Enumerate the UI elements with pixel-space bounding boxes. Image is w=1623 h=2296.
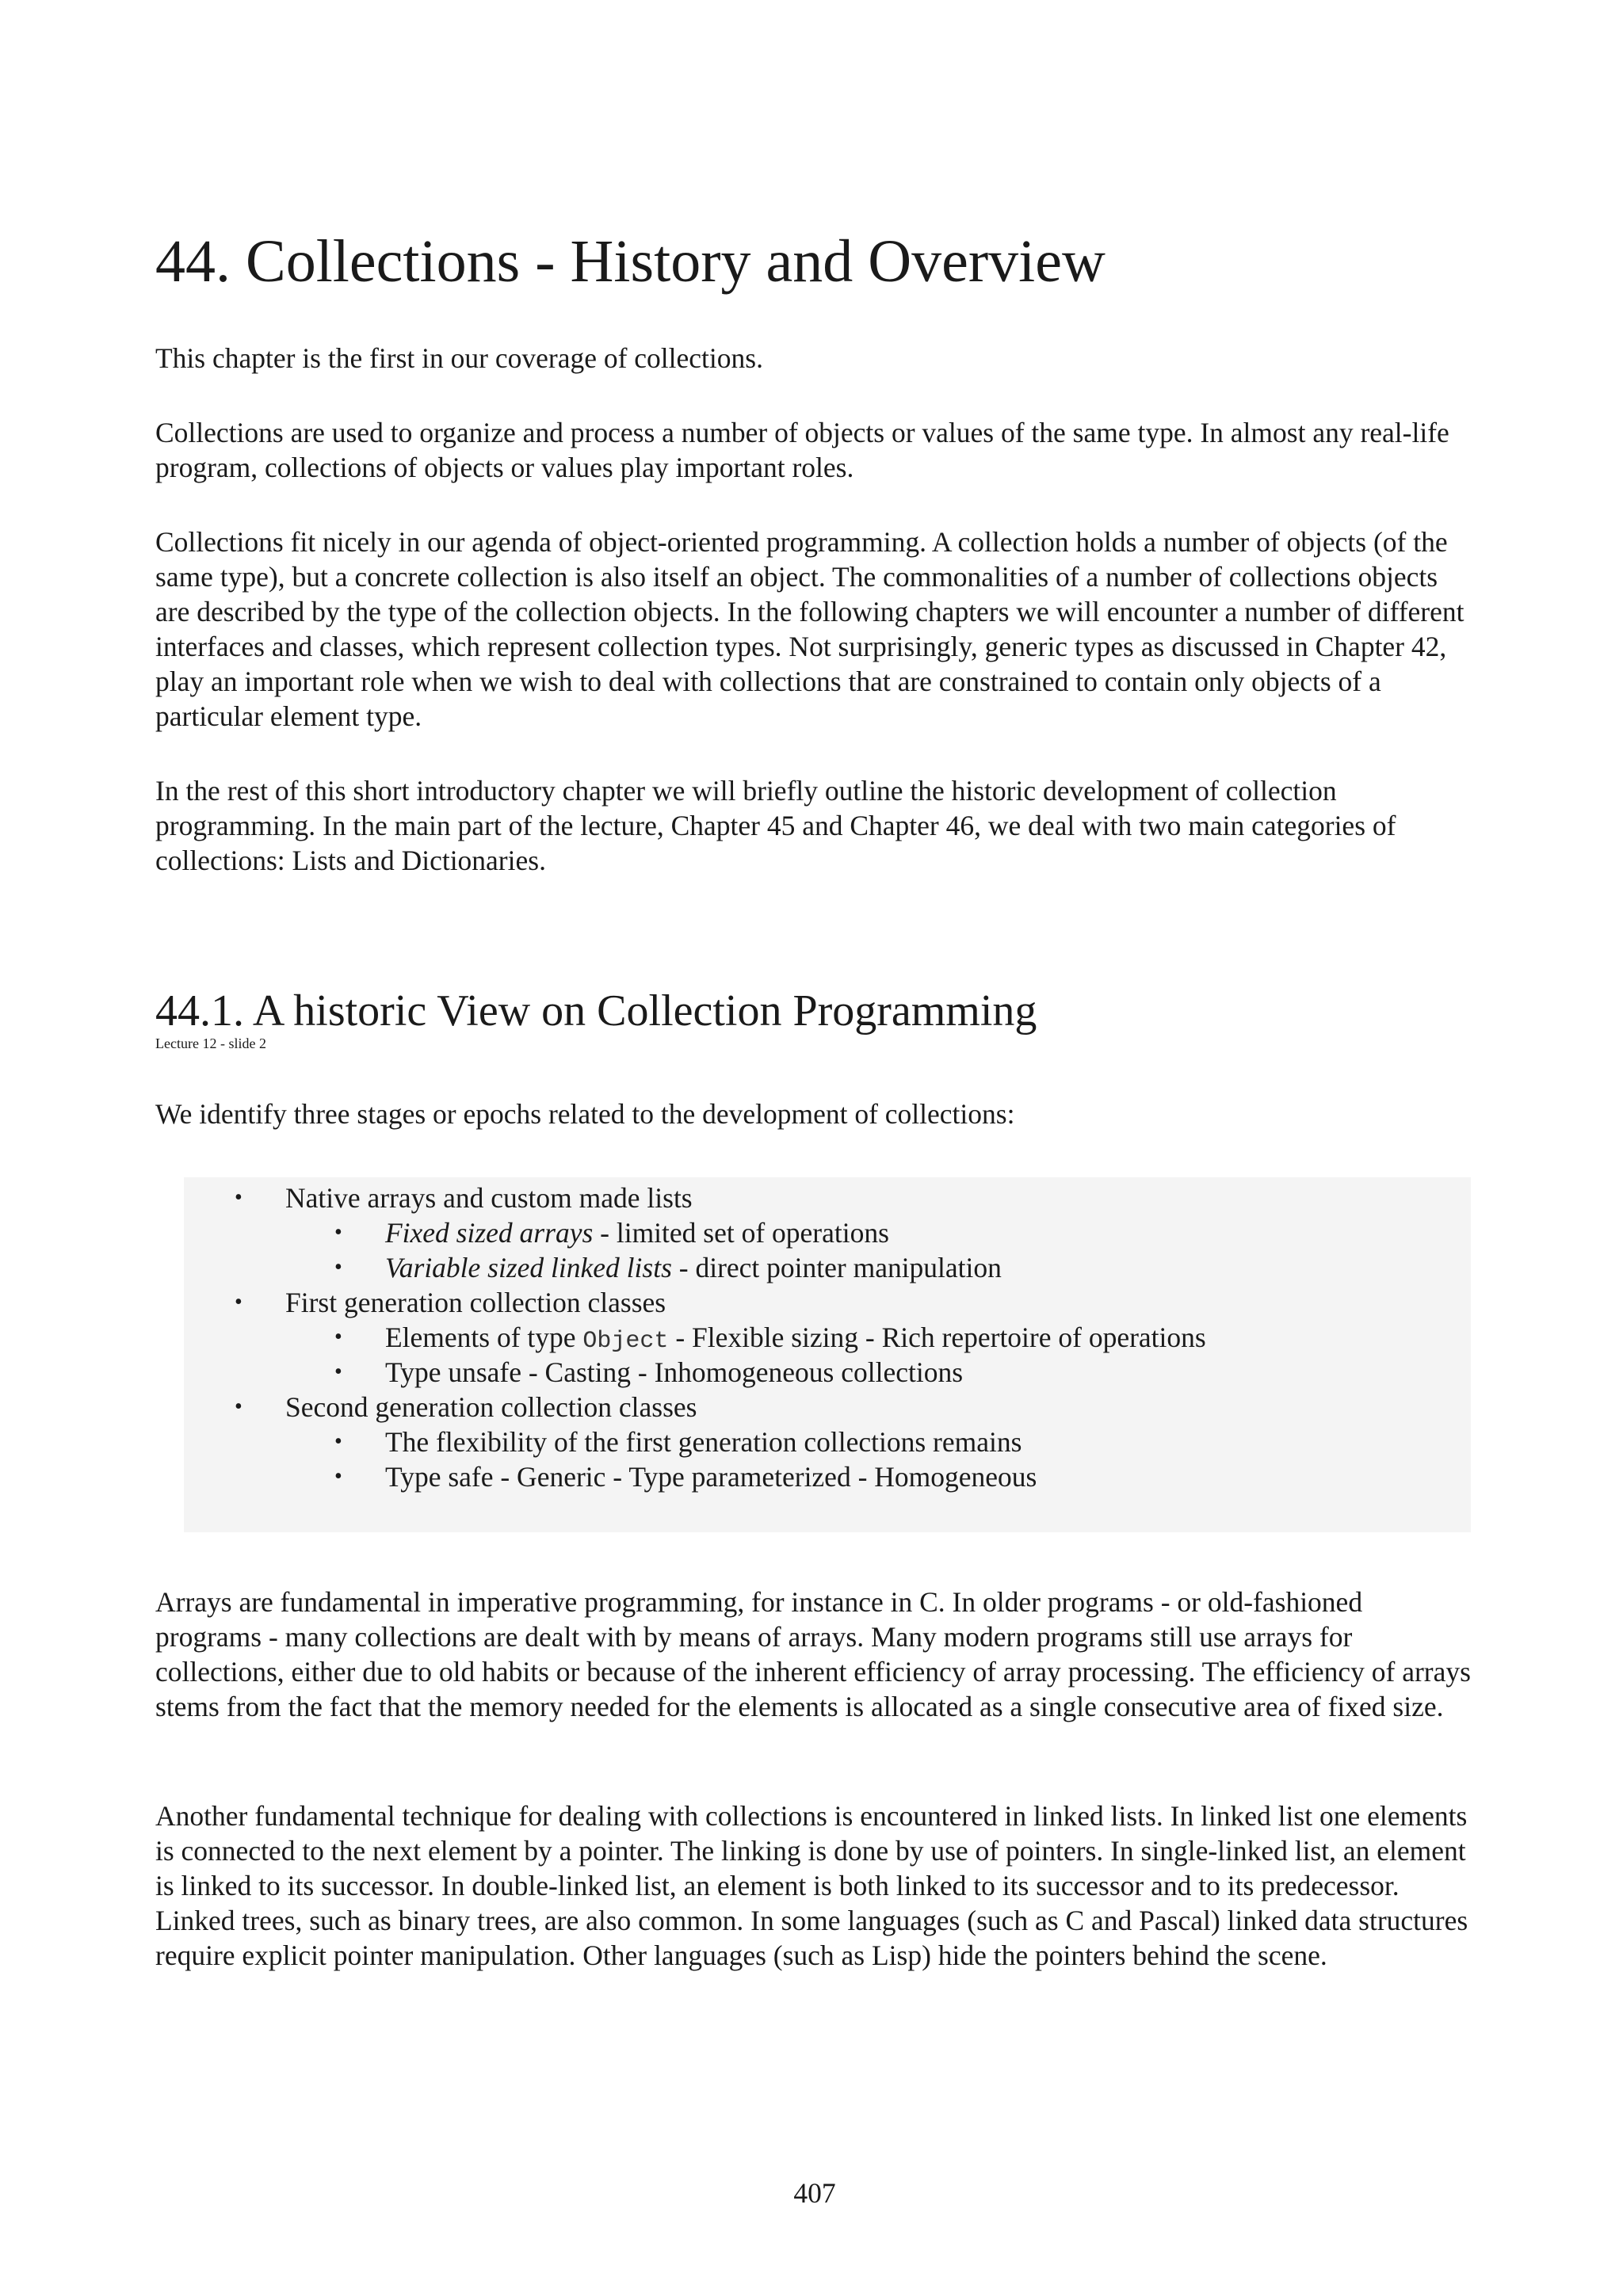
bullet-icon: • xyxy=(334,1429,342,1454)
slide-reference: Lecture 12 - slide 2 xyxy=(155,1035,266,1051)
stage-1-sub-item-1-text: - limited set of operations xyxy=(593,1217,889,1249)
intro-paragraph-2: Collections are used to organize and process a number of objects or values of the same type. In almost any real-life program, collections of objects or values play important roles. xyxy=(155,417,1449,483)
stage-1-sub-item-2-text: - direct pointer manipulation xyxy=(671,1252,1002,1283)
stage-2-sub-item-1 xyxy=(385,1320,1206,1359)
section-lead-paragraph: We identify three stages or epochs related to the development of collections: xyxy=(155,1098,1015,1130)
intro-paragraph-3: Collections fit nicely in our agenda of object-oriented programming. A collection holds a number of objects (of the same type), but a concrete collection is also itself an object. The commonalities of a number of collections objects are described by the type of the collection objects. In the following chapters we will encounter a number of different interfaces and classes, which represent collection types. Not surprisingly, generic types as discussed in Chapter 42, play an important role when we wish to deal with collections that are constrained to contain only objects of a particular element type. xyxy=(155,526,1465,732)
intro-paragraph-4: In the rest of this short introductory chapter we will briefly outline the historic development of collection programming. In the main part of the lecture, Chapter 45 and Chapter 46, we deal with two main categories of collections: Lists and Dictionaries. xyxy=(155,775,1396,876)
stage-2-sub-item-2: Type unsafe - Casting - Inhomogeneous collections xyxy=(385,1356,964,1388)
body-paragraph-arrays: Arrays are fundamental in imperative programming, for instance in C. In older programs - or old-fashioned programs - many collections are dealt with by means of arrays. Many modern programs still use arrays for collections, either due to old habits or because of the inherent efficiency of array processing. The efficiency of arrays stems from the fact that the memory needed for the elements is allocated as a single consecutive area of fixed size. xyxy=(155,1586,1471,1722)
stage-2-sub-item-1-prefix: Elements of type xyxy=(385,1322,583,1353)
stage-3-sub-item-2: Type safe - Generic - Type parameterized - Homogeneous xyxy=(385,1461,1037,1493)
bullet-icon: • xyxy=(235,1394,242,1419)
bullet-icon: • xyxy=(334,1255,342,1280)
section-title: 44.1. A historic View on Collection Programming xyxy=(155,986,1037,1035)
stage-1-sub-item-2 xyxy=(385,1250,1002,1285)
stage-3-sub-item-1: The flexibility of the first generation collections remains xyxy=(385,1426,1022,1458)
bullet-icon: • xyxy=(334,1325,342,1349)
body-paragraph-linked-lists: Another fundamental technique for dealing with collections is encountered in linked lists. In linked list one elements is connected to the next element by a pointer. The linking is done by use of pointers. In single-linked list, an element is linked to its successor. In double-linked list, an element is both linked to its successor and to its predecessor. Linked trees, such as binary trees, are also common. In some languages (such as C and Pascal) linked data structures require explicit pointer manipulation. Other languages (such as Lisp) hide the pointers behind the scene. xyxy=(155,1800,1468,1971)
stage-1-sub-item-1 xyxy=(385,1215,889,1250)
bullet-icon: • xyxy=(235,1185,242,1210)
bullet-icon: • xyxy=(334,1464,342,1489)
stage-1-item: Native arrays and custom made lists xyxy=(285,1182,693,1214)
page-number: 407 xyxy=(793,2177,836,2209)
stage-3-item: Second generation collection classes xyxy=(285,1391,697,1423)
bullet-icon: • xyxy=(334,1220,342,1245)
stage-2-sub-item-1-suffix: - Flexible sizing - Rich repertoire of operations xyxy=(668,1322,1206,1353)
object-type-code: Object xyxy=(582,1328,669,1355)
stage-1-sub-item-2-emphasis: Variable sized linked lists xyxy=(385,1252,672,1283)
stage-2-item: First generation collection classes xyxy=(285,1287,666,1318)
document-page xyxy=(155,0,1471,2296)
bullet-icon: • xyxy=(334,1360,342,1384)
bullet-icon: • xyxy=(235,1290,242,1314)
chapter-title: 44. Collections - History and Overview xyxy=(155,228,1106,295)
stage-1-sub-item-1-emphasis: Fixed sized arrays xyxy=(385,1217,594,1249)
intro-paragraph-1: This chapter is the first in our coverage of collections. xyxy=(155,342,763,374)
